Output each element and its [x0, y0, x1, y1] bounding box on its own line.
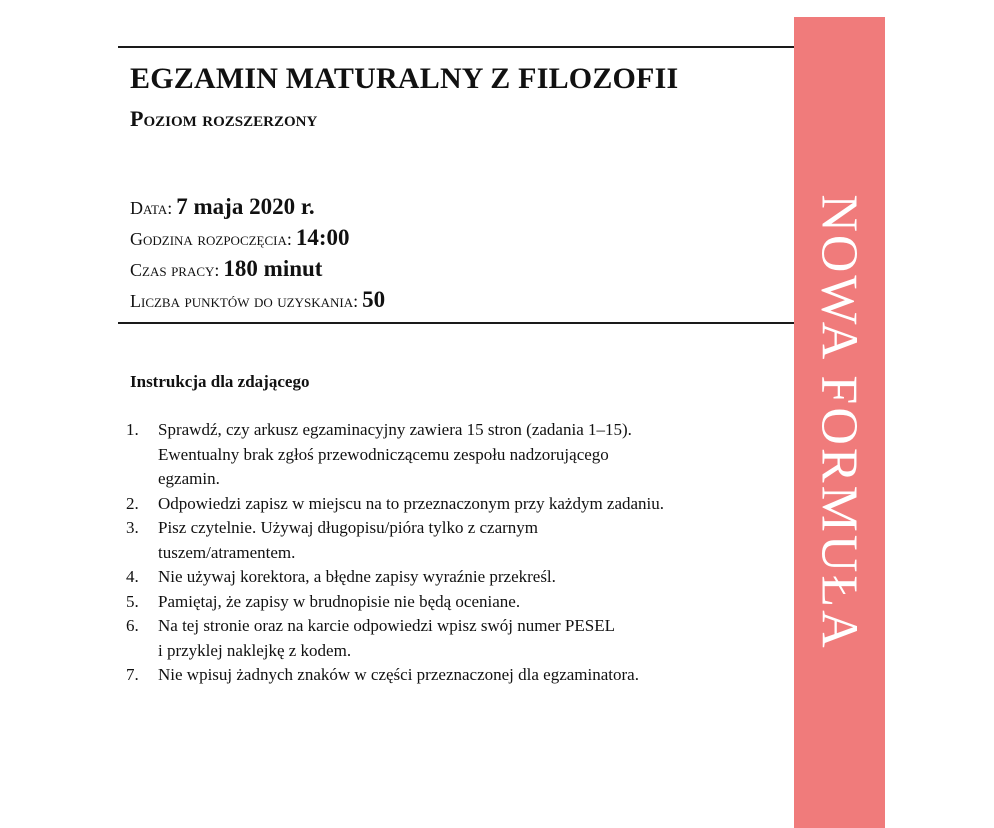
instruction-item: [126, 565, 766, 590]
points-label: Liczba punktów do uzyskania:: [130, 291, 359, 311]
side-band-label: NOWA FORMUŁA: [811, 194, 868, 651]
info-duration: [130, 256, 322, 282]
exam-level: Poziom rozszerzony: [130, 106, 318, 131]
instruction-number: 6.: [126, 616, 139, 635]
instruction-text: Odpowiedzi zapisz w miejscu na to przeznaczonym przy każdym zadaniu.: [158, 493, 665, 513]
exam-title: EGZAMIN MATURALNY Z FILOZOFII: [130, 62, 679, 95]
instructions-heading: Instrukcja dla zdającego: [130, 372, 310, 391]
date-value: 7 maja 2020 r.: [176, 194, 315, 219]
instruction-number: 5.: [126, 591, 139, 611]
side-band-label-wrap: [794, 17, 885, 828]
points-value: 50: [362, 287, 386, 312]
instruction-text: Pisz czytelnie. Używaj długopisu/pióra tylko z czarnym tuszem/atramentem.: [158, 518, 539, 562]
instruction-text: Nie wpisuj żadnych znaków w części przeznaczonej dla egzaminatora.: [158, 665, 639, 684]
duration-label: Czas pracy:: [130, 260, 220, 280]
instruction-item: [126, 418, 766, 492]
top-divider: [118, 46, 796, 48]
date-label: Data:: [130, 198, 173, 218]
instruction-text: Na tej stronie oraz na karcie odpowiedzi wpisz swój numer PESEL i przyklej naklejkę z kodem.: [158, 616, 615, 660]
info-points: [130, 287, 385, 313]
start-time-label: Godzina rozpoczęcia:: [130, 229, 292, 249]
instruction-text: Sprawdź, czy arkusz egzaminacyjny zawiera 15 stron (zadania 1–15). Ewentualny brak zgłoś przewodniczącemu zespołu nadzorującego egzamin.: [158, 420, 632, 488]
instruction-item: [126, 590, 766, 615]
instruction-number: 7.: [126, 665, 139, 684]
instructions-list: [126, 418, 766, 688]
duration-value: 180 minut: [223, 256, 323, 281]
instruction-number: 2.: [126, 493, 139, 513]
info-start-time: [130, 225, 350, 251]
instruction-text: Pamiętaj, że zapisy w brudnopisie nie będą oceniane.: [158, 591, 521, 611]
start-time-value: 14:00: [295, 225, 350, 250]
instruction-text: Nie używaj korektora, a błędne zapisy wyraźnie przekreśl.: [158, 567, 556, 586]
instruction-item: [126, 663, 766, 688]
info-date: [130, 194, 315, 220]
instruction-number: 4.: [126, 567, 139, 586]
instruction-item: [126, 614, 766, 663]
instruction-item: [126, 492, 766, 517]
instruction-item: [126, 516, 766, 565]
instruction-number: 3.: [126, 518, 139, 537]
middle-divider: [118, 322, 796, 324]
instruction-number: 1.: [126, 420, 139, 439]
